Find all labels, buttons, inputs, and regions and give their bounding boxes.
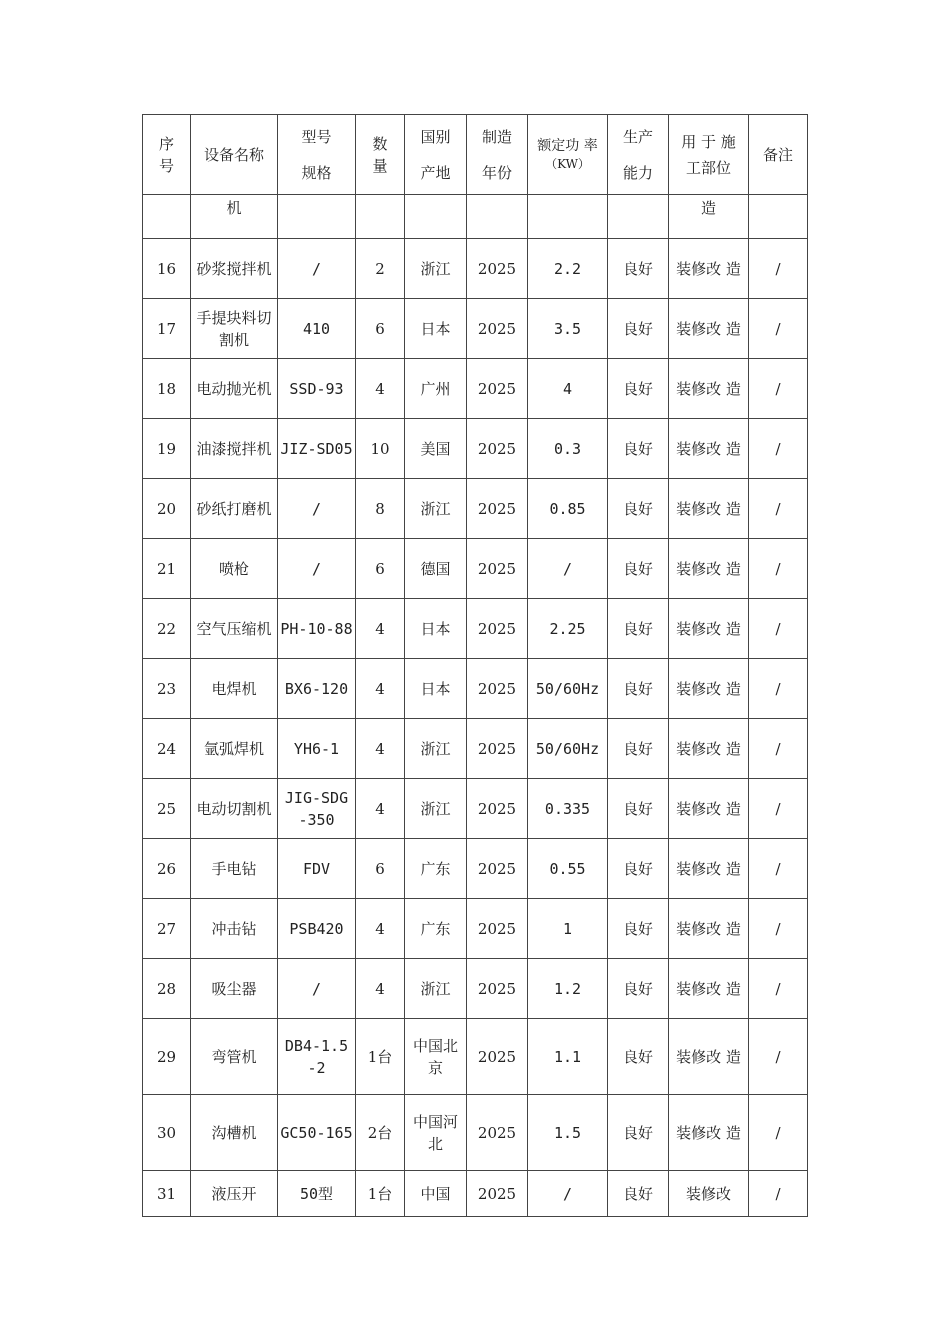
cell-power: 2.2 (528, 239, 608, 299)
cell-model: / (278, 959, 356, 1019)
cell-no: 30 (143, 1095, 191, 1171)
table-row (143, 539, 808, 599)
header-year: 制造 年份 (467, 115, 528, 195)
cell-qty: 1台 (356, 1171, 405, 1217)
table-row (143, 479, 808, 539)
header-name: 设备名称 (191, 115, 278, 195)
cell-model (278, 195, 356, 239)
cell-use: 装修改 造 (669, 1019, 749, 1095)
cell-use: 装修改 造 (669, 1095, 749, 1171)
cell-remark: / (749, 299, 808, 359)
cell-power: 4 (528, 359, 608, 419)
cell-year: 2025 (467, 959, 528, 1019)
cell-name: 吸尘器 (191, 959, 278, 1019)
cell-model: / (278, 539, 356, 599)
cell-origin: 浙江 (405, 479, 467, 539)
cell-no: 25 (143, 779, 191, 839)
cell-use: 装修改 造 (669, 539, 749, 599)
table-row (143, 719, 808, 779)
cell-use: 装修改 造 (669, 299, 749, 359)
cell-model: 410 (278, 299, 356, 359)
cell-no: 29 (143, 1019, 191, 1095)
cell-model: GC50-165 (278, 1095, 356, 1171)
cell-remark: / (749, 659, 808, 719)
cell-remark: / (749, 1019, 808, 1095)
cell-power (528, 195, 608, 239)
cell-remark: / (749, 239, 808, 299)
cell-qty: 2台 (356, 1095, 405, 1171)
cell-power: 0.3 (528, 419, 608, 479)
cell-power: 0.55 (528, 839, 608, 899)
cell-model: FDV (278, 839, 356, 899)
cell-no: 16 (143, 239, 191, 299)
cell-year: 2025 (467, 419, 528, 479)
cell-origin: 浙江 (405, 719, 467, 779)
cell-no: 19 (143, 419, 191, 479)
cell-origin: 浙江 (405, 779, 467, 839)
cell-qty: 8 (356, 479, 405, 539)
cell-origin: 中国北京 (405, 1019, 467, 1095)
cell-name: 砂纸打磨机 (191, 479, 278, 539)
header-origin: 国别 产地 (405, 115, 467, 195)
equipment-table (142, 114, 808, 1217)
cell-power: 1 (528, 899, 608, 959)
cell-remark: / (749, 539, 808, 599)
cell-origin: 浙江 (405, 959, 467, 1019)
cell-capacity: 良好 (608, 959, 669, 1019)
cell-qty: 1台 (356, 1019, 405, 1095)
cell-year: 2025 (467, 299, 528, 359)
cell-origin: 日本 (405, 299, 467, 359)
cell-no (143, 195, 191, 239)
cell-no: 26 (143, 839, 191, 899)
table-row (143, 299, 808, 359)
cell-origin: 浙江 (405, 239, 467, 299)
cell-year: 2025 (467, 479, 528, 539)
cell-qty: 6 (356, 839, 405, 899)
table-row (143, 899, 808, 959)
cell-capacity: 良好 (608, 1171, 669, 1217)
cell-qty: 10 (356, 419, 405, 479)
cell-use: 装修改 (669, 1171, 749, 1217)
cell-no: 22 (143, 599, 191, 659)
cell-year: 2025 (467, 1019, 528, 1095)
cell-capacity: 良好 (608, 299, 669, 359)
cell-qty: 4 (356, 779, 405, 839)
table-row (143, 959, 808, 1019)
cell-power: 1.1 (528, 1019, 608, 1095)
cell-year: 2025 (467, 1095, 528, 1171)
cell-name: 电动抛光机 (191, 359, 278, 419)
cell-capacity: 良好 (608, 1019, 669, 1095)
cell-capacity: 良好 (608, 419, 669, 479)
cell-capacity: 良好 (608, 239, 669, 299)
cell-name: 冲击钻 (191, 899, 278, 959)
cell-year: 2025 (467, 1171, 528, 1217)
cell-use: 装修改 造 (669, 719, 749, 779)
cell-origin: 中国 (405, 1171, 467, 1217)
table-row (143, 1095, 808, 1171)
cell-no: 20 (143, 479, 191, 539)
cell-year: 2025 (467, 719, 528, 779)
cell-model: JIG-SDG -350 (278, 779, 356, 839)
table-row (143, 599, 808, 659)
cell-power: 3.5 (528, 299, 608, 359)
cell-name: 沟槽机 (191, 1095, 278, 1171)
cell-name: 氩弧焊机 (191, 719, 278, 779)
cell-capacity: 良好 (608, 599, 669, 659)
cell-year: 2025 (467, 239, 528, 299)
cell-origin (405, 195, 467, 239)
cell-no: 17 (143, 299, 191, 359)
table-row (143, 239, 808, 299)
cell-capacity: 良好 (608, 719, 669, 779)
cell-name: 空气压缩机 (191, 599, 278, 659)
cell-name: 喷枪 (191, 539, 278, 599)
cell-origin: 美国 (405, 419, 467, 479)
cell-power: 1.5 (528, 1095, 608, 1171)
cell-name: 手提块料切割机 (191, 299, 278, 359)
cell-no: 31 (143, 1171, 191, 1217)
cell-remark: / (749, 899, 808, 959)
header-power: 额定功 率 （KW） (528, 115, 608, 195)
cell-use: 装修改 造 (669, 419, 749, 479)
cell-use: 装修改 造 (669, 479, 749, 539)
cell-model: / (278, 239, 356, 299)
cell-model: PSB420 (278, 899, 356, 959)
cell-origin: 广州 (405, 359, 467, 419)
cell-qty: 4 (356, 719, 405, 779)
cell-capacity: 良好 (608, 479, 669, 539)
table-row (143, 1171, 808, 1217)
cell-capacity: 良好 (608, 359, 669, 419)
cell-power: 1.2 (528, 959, 608, 1019)
table-row (143, 359, 808, 419)
cell-capacity: 良好 (608, 539, 669, 599)
cell-capacity: 良好 (608, 839, 669, 899)
cell-qty: 6 (356, 539, 405, 599)
cell-power: / (528, 539, 608, 599)
cell-origin: 广东 (405, 839, 467, 899)
header-qty: 数 量 (356, 115, 405, 195)
table-row (143, 839, 808, 899)
cell-model: / (278, 479, 356, 539)
cell-year: 2025 (467, 659, 528, 719)
cell-qty: 4 (356, 659, 405, 719)
cell-use: 装修改 造 (669, 959, 749, 1019)
cell-origin: 日本 (405, 599, 467, 659)
cell-qty: 4 (356, 599, 405, 659)
cell-no: 18 (143, 359, 191, 419)
cell-remark: / (749, 359, 808, 419)
cell-power: 0.335 (528, 779, 608, 839)
cell-model: DB4-1.5 -2 (278, 1019, 356, 1095)
table-row (143, 419, 808, 479)
cell-use: 造 (669, 195, 749, 239)
cell-capacity: 良好 (608, 779, 669, 839)
cell-remark (749, 195, 808, 239)
cell-no: 28 (143, 959, 191, 1019)
cell-remark: / (749, 1095, 808, 1171)
cell-no: 24 (143, 719, 191, 779)
header-model: 型号 规格 (278, 115, 356, 195)
cell-capacity (608, 195, 669, 239)
cell-model: SSD-93 (278, 359, 356, 419)
cell-no: 21 (143, 539, 191, 599)
cell-remark: / (749, 419, 808, 479)
cell-year: 2025 (467, 599, 528, 659)
cell-use: 装修改 造 (669, 779, 749, 839)
cell-power: / (528, 1171, 608, 1217)
cell-year (467, 195, 528, 239)
cell-remark: / (749, 479, 808, 539)
cell-capacity: 良好 (608, 659, 669, 719)
cell-year: 2025 (467, 539, 528, 599)
header-row (143, 115, 808, 195)
cell-name: 电动切割机 (191, 779, 278, 839)
table-row (143, 659, 808, 719)
cell-remark: / (749, 719, 808, 779)
cell-remark: / (749, 1171, 808, 1217)
cell-origin: 中国河北 (405, 1095, 467, 1171)
cell-power: 2.25 (528, 599, 608, 659)
header-no: 序 号 (143, 115, 191, 195)
cell-remark: / (749, 959, 808, 1019)
table-row (143, 779, 808, 839)
cell-model: BX6-120 (278, 659, 356, 719)
cell-origin: 广东 (405, 899, 467, 959)
cell-qty: 4 (356, 359, 405, 419)
cell-qty: 4 (356, 959, 405, 1019)
header-remark: 备注 (749, 115, 808, 195)
cell-use: 装修改 造 (669, 839, 749, 899)
cell-use: 装修改 造 (669, 659, 749, 719)
cell-no: 23 (143, 659, 191, 719)
cell-power: 50/60Hz (528, 659, 608, 719)
cell-year: 2025 (467, 359, 528, 419)
cell-qty: 6 (356, 299, 405, 359)
cell-origin: 德国 (405, 539, 467, 599)
cell-no: 27 (143, 899, 191, 959)
cell-power: 0.85 (528, 479, 608, 539)
cell-model: 50型 (278, 1171, 356, 1217)
cell-capacity: 良好 (608, 899, 669, 959)
table-row (143, 1019, 808, 1095)
cell-power: 50/60Hz (528, 719, 608, 779)
cell-use: 装修改 造 (669, 239, 749, 299)
continuation-row (143, 195, 808, 239)
cell-name: 机 (191, 195, 278, 239)
cell-model: JIZ-SD05 (278, 419, 356, 479)
cell-name: 电焊机 (191, 659, 278, 719)
cell-name: 油漆搅拌机 (191, 419, 278, 479)
header-capacity: 生产 能力 (608, 115, 669, 195)
cell-year: 2025 (467, 839, 528, 899)
cell-name: 手电钻 (191, 839, 278, 899)
cell-year: 2025 (467, 899, 528, 959)
cell-name: 弯管机 (191, 1019, 278, 1095)
cell-capacity: 良好 (608, 1095, 669, 1171)
cell-origin: 日本 (405, 659, 467, 719)
cell-remark: / (749, 599, 808, 659)
cell-model: YH6-1 (278, 719, 356, 779)
cell-name: 液压开 (191, 1171, 278, 1217)
cell-remark: / (749, 779, 808, 839)
cell-remark: / (749, 839, 808, 899)
cell-name: 砂浆搅拌机 (191, 239, 278, 299)
cell-use: 装修改 造 (669, 599, 749, 659)
header-use: 用 于 施 工部位 (669, 115, 749, 195)
cell-qty: 2 (356, 239, 405, 299)
cell-use: 装修改 造 (669, 359, 749, 419)
cell-model: PH-10-88 (278, 599, 356, 659)
cell-qty: 4 (356, 899, 405, 959)
cell-year: 2025 (467, 779, 528, 839)
cell-use: 装修改 造 (669, 899, 749, 959)
cell-qty (356, 195, 405, 239)
